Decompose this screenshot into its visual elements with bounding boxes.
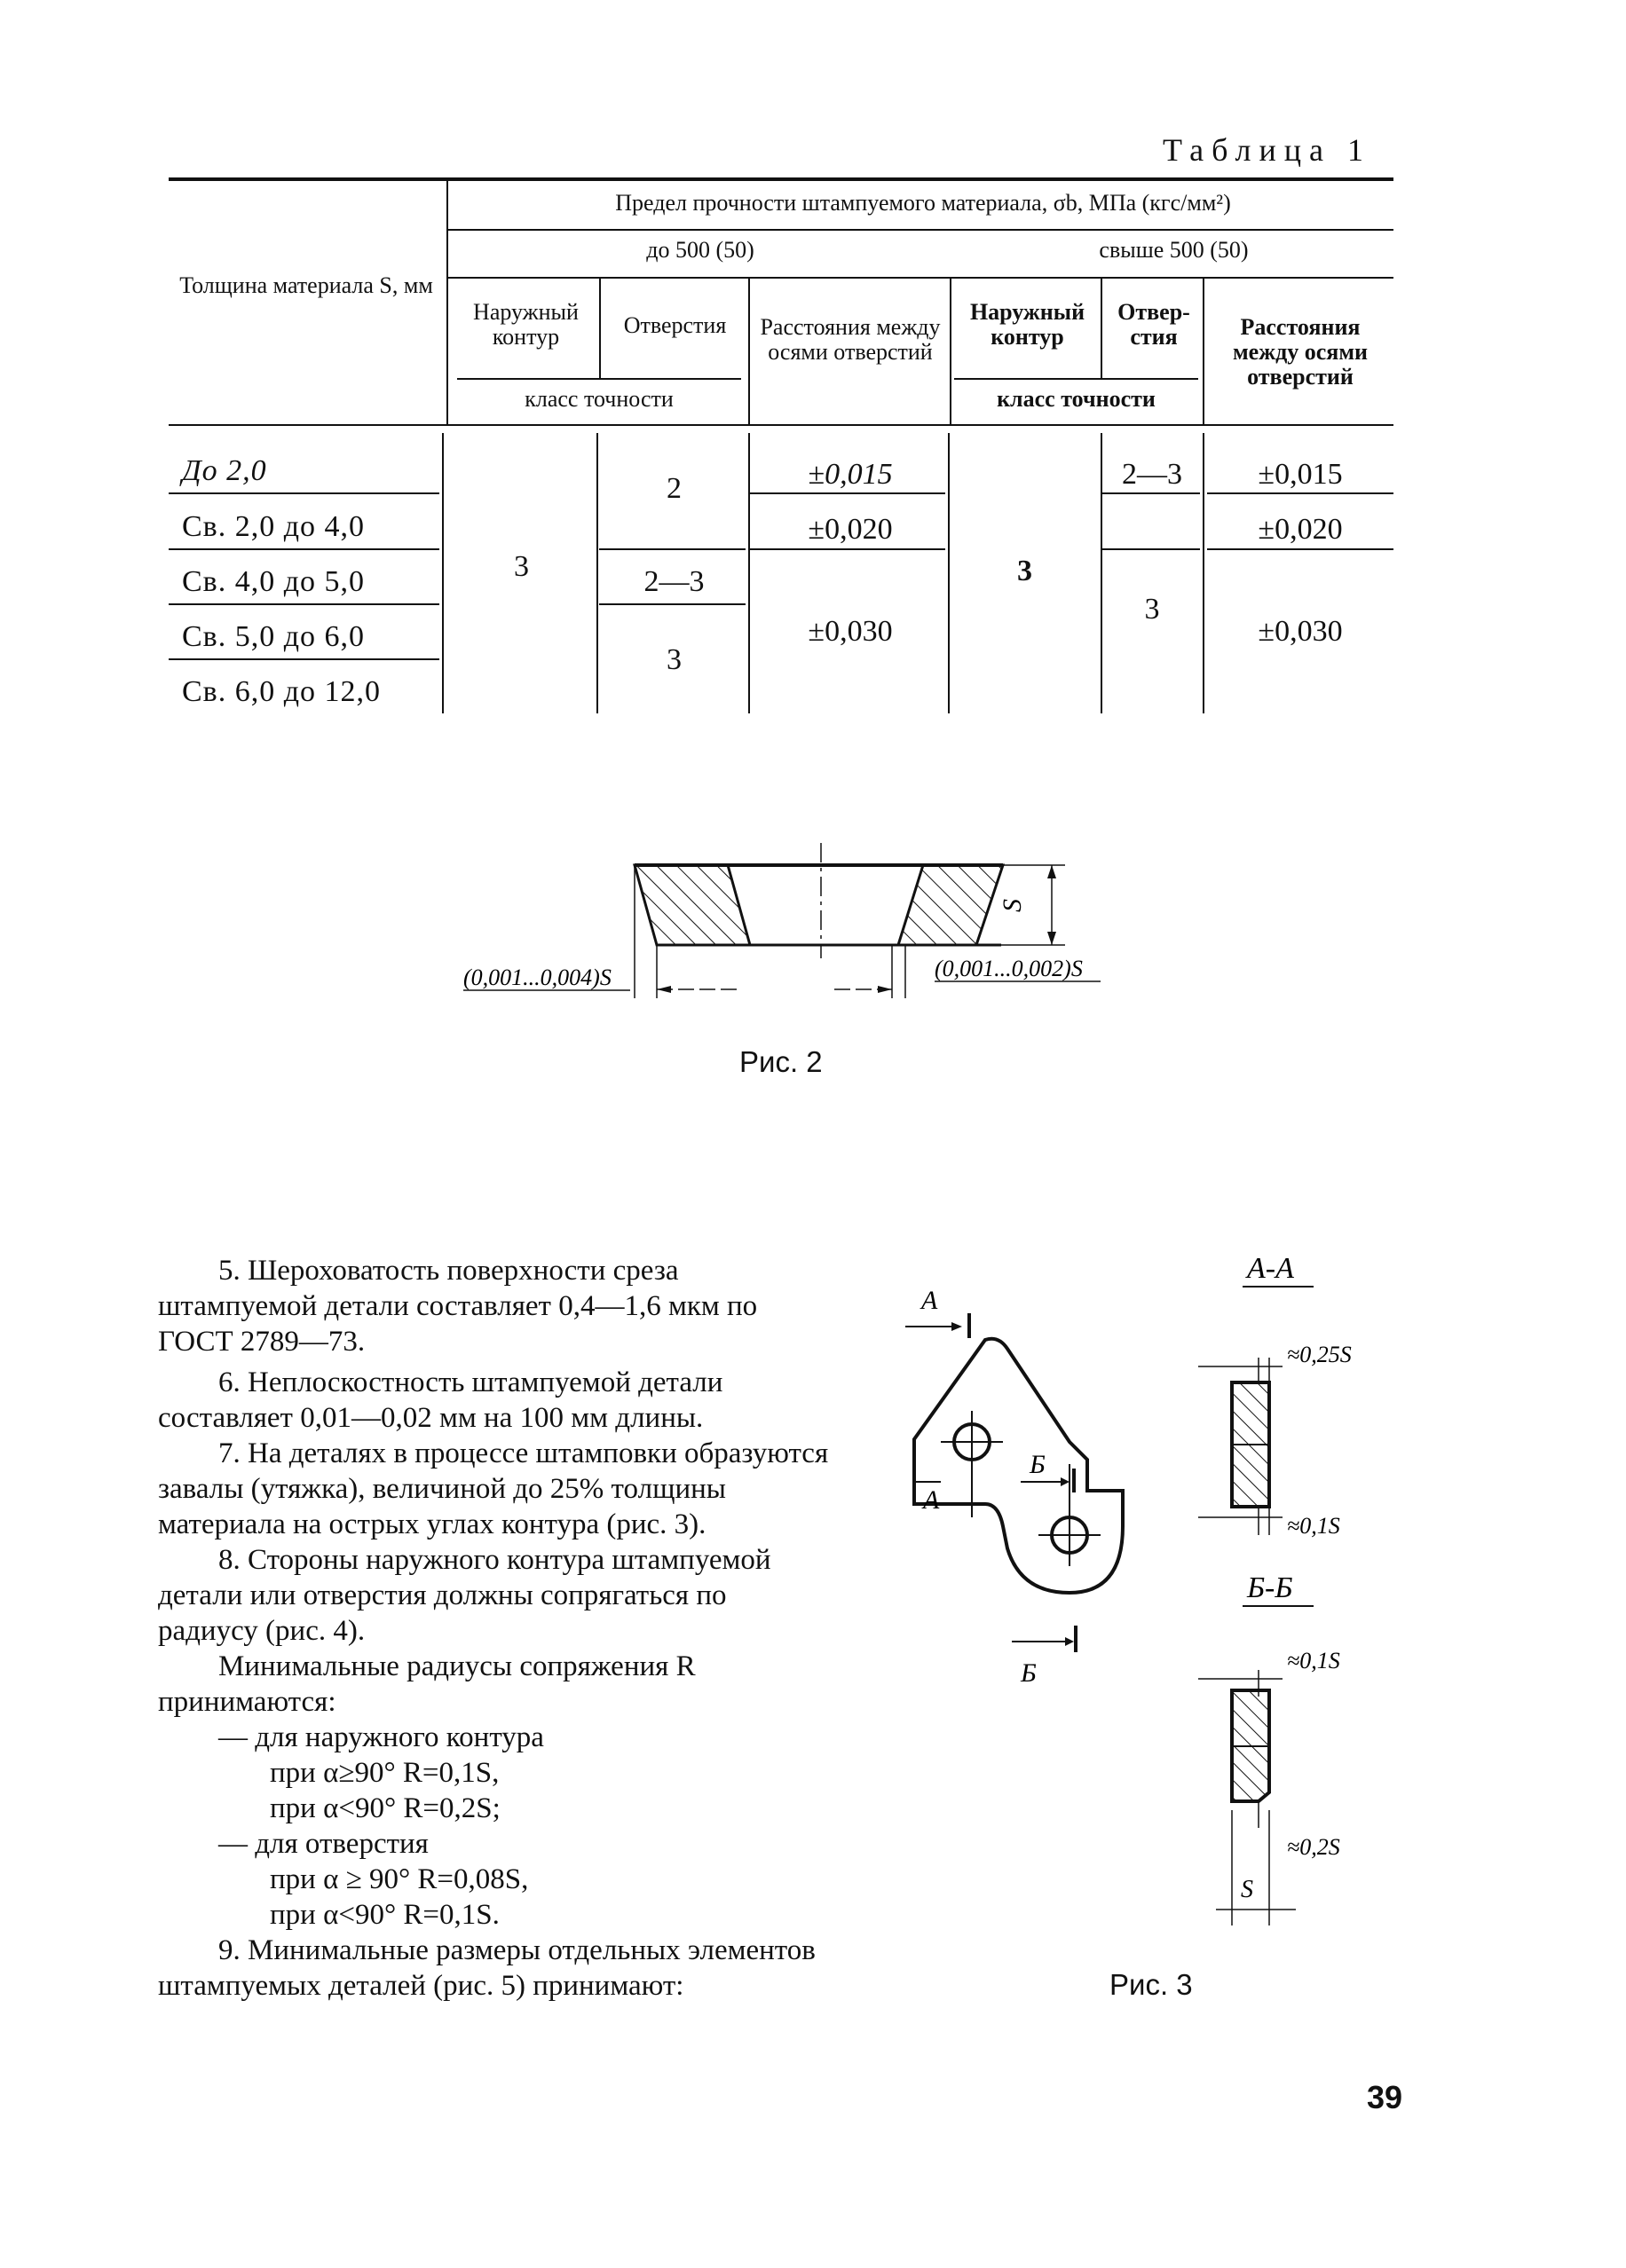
header-group-high: свыше 500 (50) [1099, 237, 1249, 263]
paragraph-6: 6. Неплоскостность штампуемой детали составляет 0,01—0,02 мм на 100 мм длины. [158, 1366, 723, 1434]
row-label: Св. 2,0 до 4,0 [182, 510, 366, 543]
cell-low-holes: 2 [667, 472, 682, 505]
paragraph-8b: Минимальные радиусы сопряжения R принимаются: [158, 1650, 696, 1718]
dim-s: S [1241, 1876, 1253, 1903]
paragraph-7: 7. На деталях в процессе штамповки образуются завалы (утяжка), величиной до 25% толщины материала на острых углах контура (рис. 3). [158, 1437, 829, 1540]
cell-low-dist: ±0,030 [808, 615, 893, 648]
header-distance-low: Расстояния между осями отверстий [760, 314, 941, 365]
mark-b-bottom: Б [1021, 1658, 1037, 1688]
header-holes-low: Отверстия [623, 312, 727, 338]
section-aa-title: А-А [1247, 1252, 1294, 1285]
figure-3-caption: Рис. 3 [1109, 1968, 1193, 2001]
header-outer-high: Наружный контур [969, 299, 1085, 350]
row-label: Св. 5,0 до 6,0 [182, 620, 366, 653]
paragraph-9: 9. Минимальные размеры отдельных элементов штампуемых деталей (рис. 5) принимают: [158, 1934, 816, 2002]
page-number: 39 [1367, 2079, 1403, 2115]
mark-a-top: А [921, 1286, 938, 1315]
cell-high-dist: ±0,020 [1258, 513, 1343, 546]
list-outer-a: при α≥90° R=0,1S, [270, 1757, 500, 1789]
cell-high-outer: 3 [1017, 555, 1032, 587]
cell-low-dist: ±0,015 [808, 458, 893, 491]
list-outer-b: при α<90° R=0,2S; [270, 1792, 501, 1824]
list-hole: — для отверстия [218, 1828, 429, 1860]
cell-high-holes: 2—3 [1122, 458, 1182, 491]
paragraph-8: 8. Стороны наружного контура штампуемой детали или отверстия должны сопрягаться по радиусу (рис. 4). [158, 1544, 771, 1647]
dim-02s: ≈0,2S [1287, 1834, 1340, 1860]
dim-01s-a: ≈0,1S [1287, 1513, 1340, 1539]
row-label: Св. 4,0 до 5,0 [182, 565, 366, 598]
header-group-low: до 500 (50) [646, 237, 754, 263]
text-block [158, 1253, 833, 2004]
header-outer-low: Наружный контур [473, 299, 579, 350]
row-label: Св. 6,0 до 12,0 [182, 675, 382, 708]
part-outline [914, 1339, 1123, 1593]
figure-2-drawing [444, 834, 1136, 1012]
list-outer-contour: — для наружного контура [218, 1721, 544, 1753]
header-strength: Предел прочности штампуемого материала, σb, МПа (кгс/мм²) [615, 190, 1231, 216]
dim-s-label: S [998, 899, 1027, 912]
dim-01s-b: ≈0,1S [1287, 1648, 1340, 1673]
cell-low-holes: 3 [667, 643, 682, 676]
table-title: Таблица 1 [1163, 132, 1371, 168]
header-holes-high: Отвер- стия [1117, 299, 1190, 350]
dim-right-label: (0,001...0,002)S [935, 956, 1083, 981]
mark-a-bottom: А [923, 1485, 940, 1515]
figure-3-drawing [888, 1242, 1420, 1934]
cell-high-holes: 3 [1144, 593, 1160, 626]
dim-left-label: (0,001...0,004)S [463, 965, 612, 990]
cell-low-outer: 3 [514, 550, 529, 583]
header-class-high: класс точности [997, 386, 1156, 412]
cell-high-dist: ±0,030 [1258, 615, 1343, 648]
list-hole-b: при α<90° R=0,1S. [270, 1899, 500, 1931]
cell-low-holes: 2—3 [643, 565, 705, 598]
cell-high-dist: ±0,015 [1258, 458, 1343, 491]
list-hole-a: при α ≥ 90° R=0,08S, [270, 1863, 529, 1895]
header-class-low: класс точности [525, 386, 674, 412]
header-distance-high: Расстояния между осями отверстий [1232, 314, 1369, 390]
section-bb-title: Б-Б [1247, 1571, 1293, 1604]
mark-b-middle: Б [1030, 1450, 1046, 1479]
header-thickness: Толщина материала S, мм [179, 272, 433, 298]
row-label: До 2,0 [182, 454, 267, 487]
cell-low-dist: ±0,020 [808, 513, 893, 546]
paragraph-5: 5. Шероховатость поверхности среза штампуемой детали составляет 0,4—1,6 мкм по ГОСТ 2789—73. [158, 1255, 758, 1358]
figure-2-caption: Рис. 2 [739, 1045, 823, 1078]
dim-025s: ≈0,25S [1287, 1342, 1352, 1367]
